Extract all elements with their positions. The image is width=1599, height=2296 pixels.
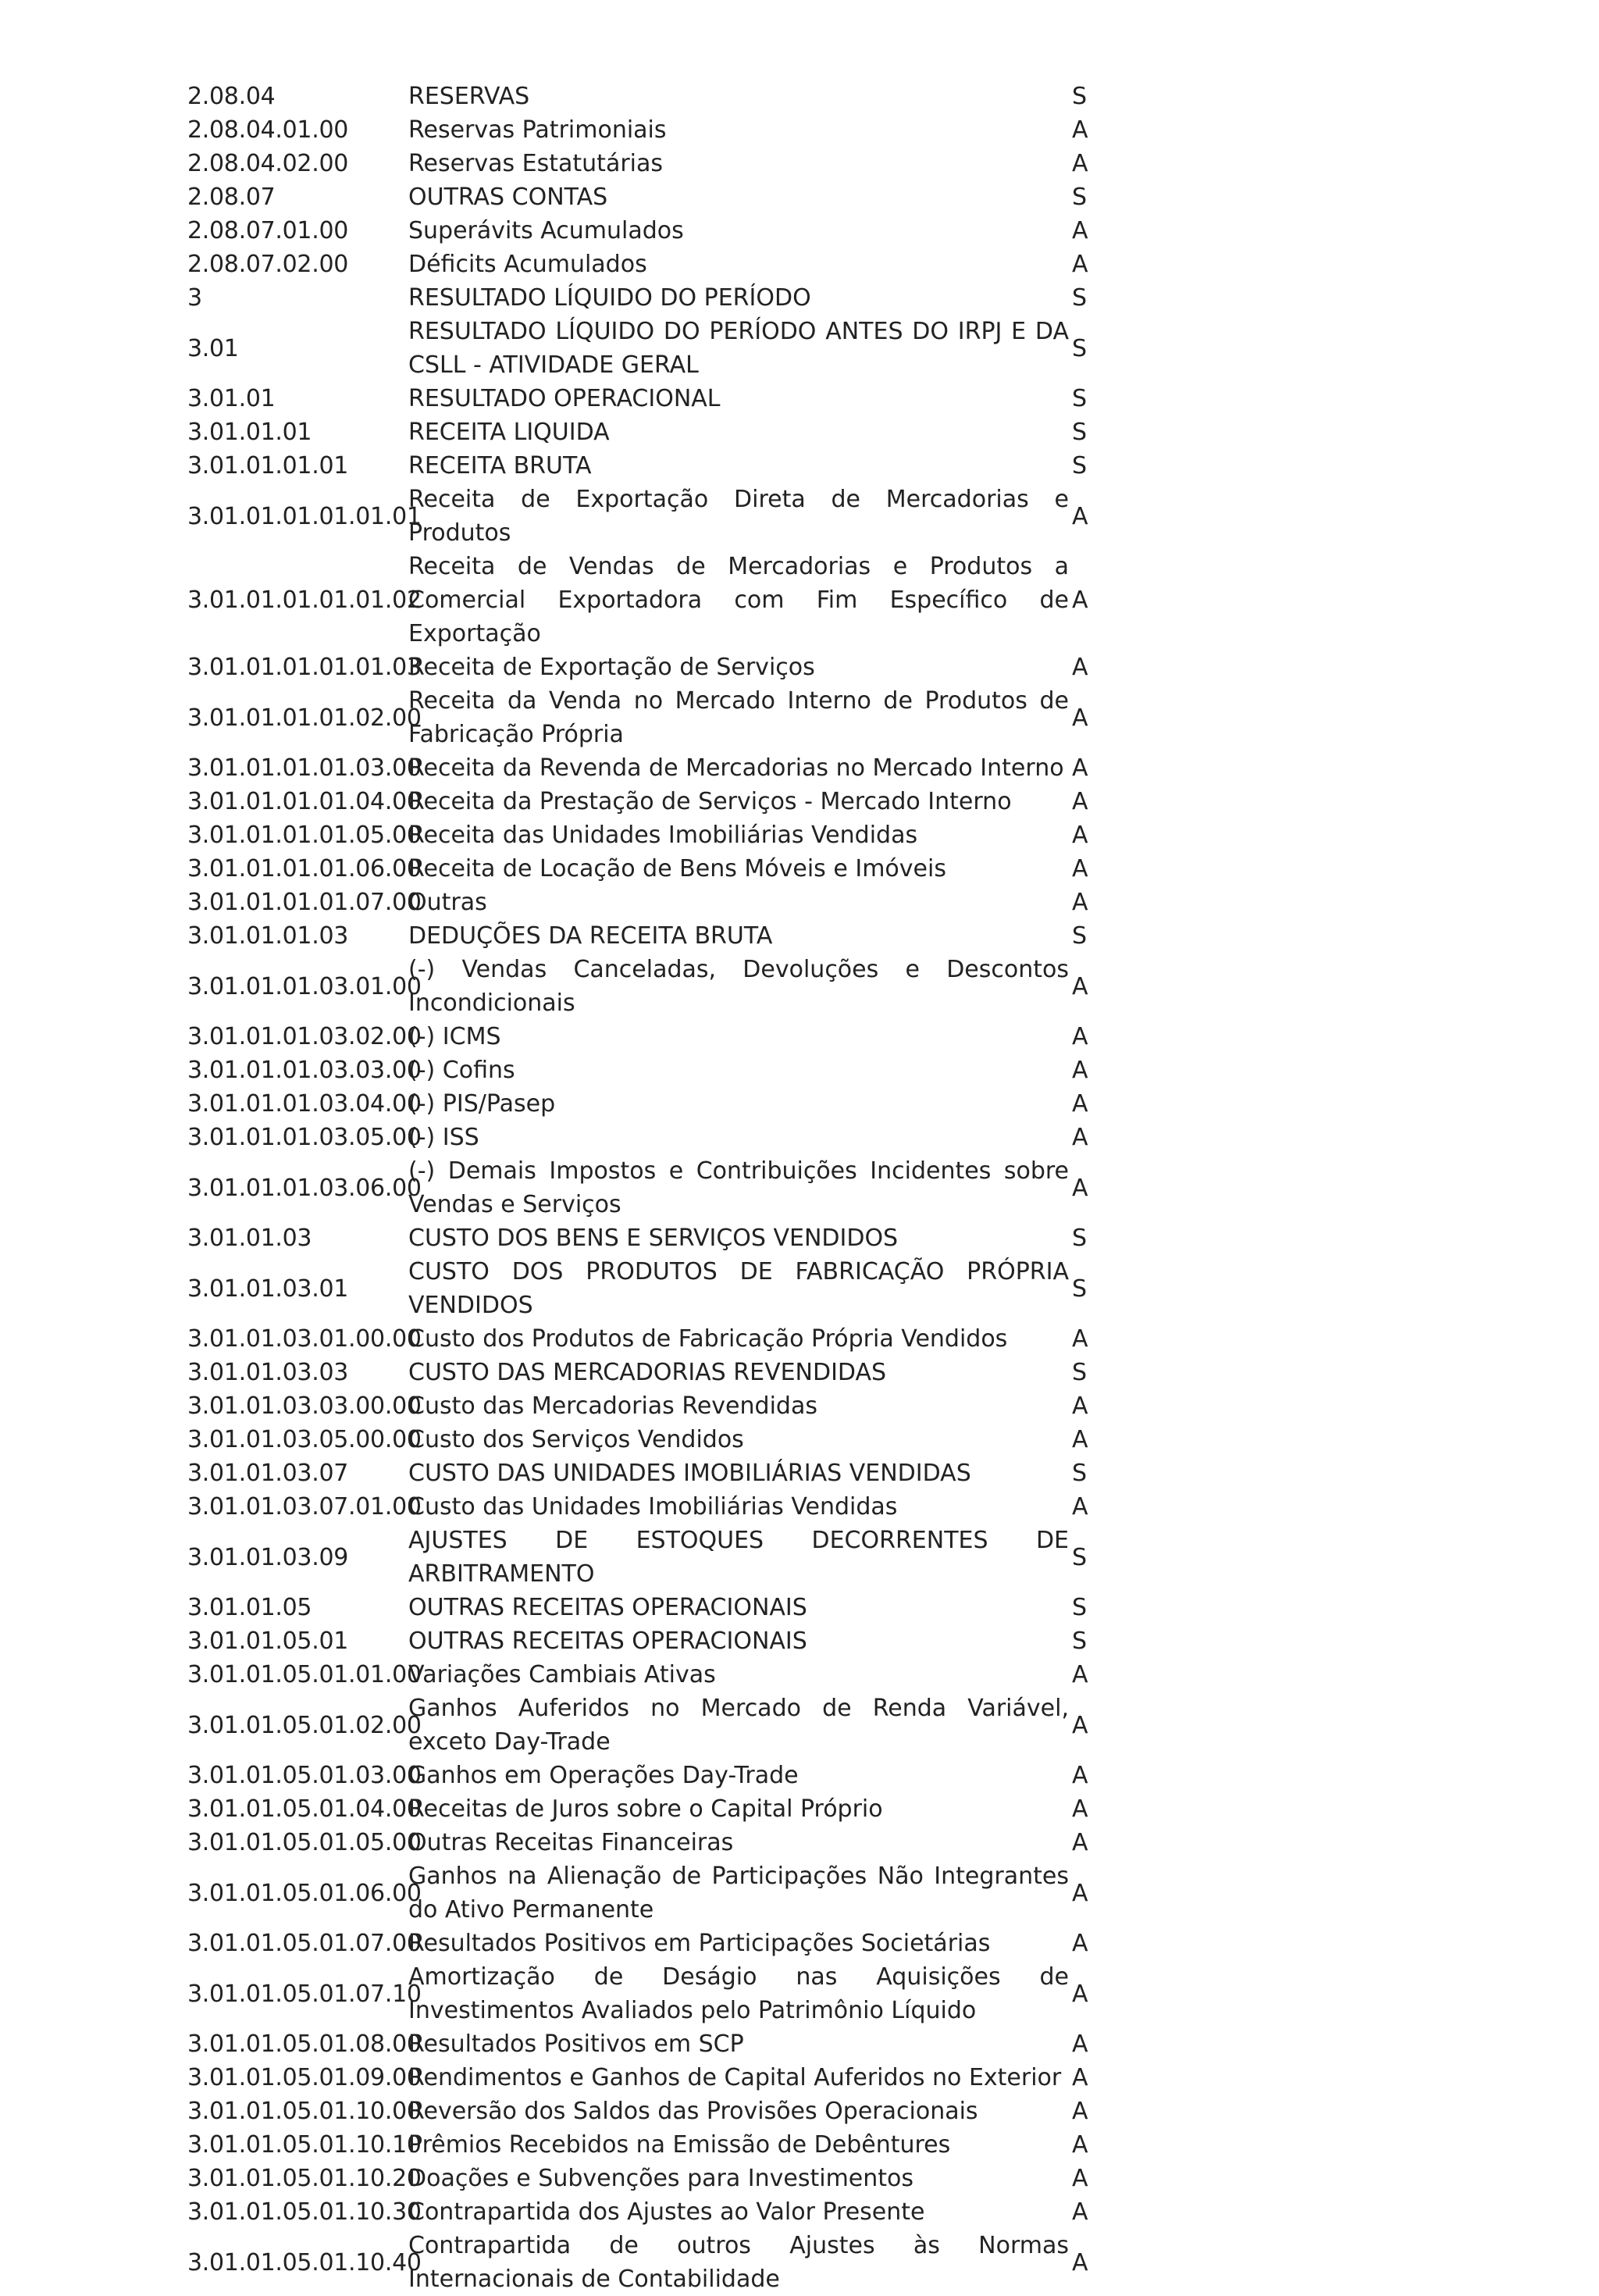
table-row bbox=[187, 1456, 1085, 1490]
account-type: A bbox=[1072, 1930, 1088, 1957]
table-row bbox=[187, 2128, 1085, 2162]
account-code: 3.01.01.05.01.01.00 bbox=[187, 1661, 422, 1688]
account-type: A bbox=[1072, 2064, 1088, 2091]
account-code: 3.01.01.05.01.08.00 bbox=[187, 2030, 422, 2058]
account-code: 3.01.01.05.01.03.00 bbox=[187, 1762, 422, 1789]
account-description: Reversão dos Saldos das Provisões Operacionais bbox=[408, 2098, 978, 2125]
account-type: S bbox=[1072, 284, 1088, 312]
account-type: A bbox=[1072, 972, 1088, 1000]
account-type: A bbox=[1072, 1711, 1088, 1739]
account-code: 3.01.01.01.03.04.00 bbox=[187, 1090, 422, 1118]
table-row bbox=[187, 1927, 1085, 1960]
table-row bbox=[187, 147, 1085, 180]
account-code: 3.01.01.05.01 bbox=[187, 1628, 349, 1655]
account-type: A bbox=[1072, 1124, 1088, 1151]
account-type: A bbox=[1072, 889, 1088, 916]
account-code: 3.01.01.05.01.10.40 bbox=[187, 2248, 422, 2276]
table-row bbox=[187, 113, 1085, 147]
account-type: A bbox=[1072, 1493, 1088, 1521]
account-description: Ganhos em Operações Day-Trade bbox=[408, 1762, 799, 1789]
account-code: 3.01.01.01.01 bbox=[187, 452, 349, 480]
account-code: 3.01.01.03.09 bbox=[187, 1543, 349, 1571]
account-code: 3 bbox=[187, 284, 202, 312]
table-row bbox=[187, 818, 1085, 852]
account-code: 3.01.01.03 bbox=[187, 1225, 312, 1252]
account-description: Receita das Unidades Imobiliárias Vendidas bbox=[408, 822, 918, 849]
account-type: A bbox=[1072, 1057, 1088, 1084]
table-row bbox=[187, 785, 1085, 818]
account-type: S bbox=[1072, 334, 1088, 362]
table-row bbox=[187, 1591, 1085, 1624]
account-code: 2.08.04.02.00 bbox=[187, 150, 349, 177]
account-code: 3.01.01.03.01 bbox=[187, 1275, 349, 1303]
table-row bbox=[187, 1524, 1085, 1591]
account-description: Superávits Acumulados bbox=[408, 217, 684, 244]
account-description: Déficits Acumulados bbox=[408, 251, 647, 278]
account-description: CUSTO DOS BENS E SERVIÇOS VENDIDOS bbox=[408, 1225, 899, 1252]
account-type: A bbox=[1072, 754, 1088, 782]
account-type: A bbox=[1072, 654, 1088, 681]
account-description: Variações Cambiais Ativas bbox=[408, 1661, 716, 1688]
table-row bbox=[187, 1423, 1085, 1456]
account-code: 3.01.01.05.01.04.00 bbox=[187, 1795, 422, 1823]
account-type: A bbox=[1072, 2198, 1088, 2226]
table-row bbox=[187, 1490, 1085, 1524]
account-code: 2.08.04 bbox=[187, 83, 276, 110]
account-description: CUSTO DOS PRODUTOS DE FABRICAÇÃO PRÓPRIA VENDIDOS bbox=[408, 1258, 1069, 1319]
table-row bbox=[187, 214, 1085, 248]
account-description: (-) ISS bbox=[408, 1124, 479, 1151]
account-code: 3.01.01.03.07.01.00 bbox=[187, 1493, 422, 1521]
account-type: A bbox=[1072, 1762, 1088, 1789]
chart-of-accounts-table bbox=[187, 80, 1088, 2296]
table-row bbox=[187, 483, 1085, 550]
account-code: 3.01.01.01.01.05.00 bbox=[187, 822, 422, 849]
account-description: CUSTO DAS MERCADORIAS REVENDIDAS bbox=[408, 1359, 887, 1386]
account-description: Contrapartida de outros Ajustes às Normas Internacionais de Contabilidade bbox=[408, 2232, 1069, 2293]
account-code: 3.01.01.05.01.06.00 bbox=[187, 1879, 422, 1907]
account-type: A bbox=[1072, 1795, 1088, 1823]
table-row bbox=[187, 751, 1085, 785]
account-type: A bbox=[1072, 2165, 1088, 2192]
account-code: 3.01.01.01.03.06.00 bbox=[187, 1174, 422, 1202]
table-row bbox=[187, 1624, 1085, 1658]
account-type: A bbox=[1072, 1023, 1088, 1050]
account-description: Receita da Venda no Mercado Interno de Produtos de Fabricação Própria bbox=[408, 687, 1069, 748]
account-description: Amortização de Deságio nas Aquisições de Investimentos Avaliados pelo Patrimônio Líquido bbox=[408, 1963, 1069, 2024]
account-type: A bbox=[1072, 1090, 1088, 1118]
account-code: 3.01.01.01.03.02.00 bbox=[187, 1023, 422, 1050]
table-row bbox=[187, 2195, 1085, 2229]
account-description: Receita da Prestação de Serviços - Mercado Interno bbox=[408, 788, 1012, 815]
table-row bbox=[187, 2095, 1085, 2128]
table-row bbox=[187, 1221, 1085, 1255]
account-description: OUTRAS RECEITAS OPERACIONAIS bbox=[408, 1628, 807, 1655]
account-type: S bbox=[1072, 1359, 1088, 1386]
account-type: A bbox=[1072, 1426, 1088, 1453]
account-description: Doações e Subvenções para Investimentos bbox=[408, 2165, 914, 2192]
table-row bbox=[187, 1792, 1085, 1826]
account-code: 3.01.01.05.01.02.00 bbox=[187, 1711, 422, 1739]
account-type: A bbox=[1072, 788, 1088, 815]
table-row bbox=[187, 1759, 1085, 1792]
account-type: A bbox=[1072, 1174, 1088, 1202]
account-code: 3.01.01.01.03.03.00 bbox=[187, 1057, 422, 1084]
account-type: S bbox=[1072, 922, 1088, 950]
table-row bbox=[187, 2027, 1085, 2061]
account-code: 2.08.07.01.00 bbox=[187, 217, 349, 244]
table-row bbox=[187, 1389, 1085, 1423]
table-row bbox=[187, 1692, 1085, 1759]
table-row bbox=[187, 1859, 1085, 1927]
table-row bbox=[187, 2162, 1085, 2195]
account-code: 2.08.04.01.00 bbox=[187, 116, 349, 144]
account-type: A bbox=[1072, 1980, 1088, 2008]
table-row bbox=[187, 382, 1085, 415]
accounts-table-body bbox=[187, 80, 1088, 2296]
table-row bbox=[187, 80, 1085, 113]
account-code: 3.01.01.01.03.05.00 bbox=[187, 1124, 422, 1151]
account-description: Prêmios Recebidos na Emissão de Debêntures bbox=[408, 2131, 951, 2159]
account-description: Contrapartida dos Ajustes ao Valor Presente bbox=[408, 2198, 925, 2226]
account-description: Rendimentos e Ganhos de Capital Auferidos no Exterior bbox=[408, 2064, 1062, 2091]
account-code: 3.01.01.01 bbox=[187, 419, 312, 446]
account-code: 3.01.01.01.01.06.00 bbox=[187, 855, 422, 882]
account-description: Receita de Locação de Bens Móveis e Imóveis bbox=[408, 855, 946, 882]
account-description: Outras bbox=[408, 889, 487, 916]
account-description: (-) PIS/Pasep bbox=[408, 1090, 556, 1118]
account-description: CUSTO DAS UNIDADES IMOBILIÁRIAS VENDIDAS bbox=[408, 1460, 971, 1487]
account-code: 3.01.01.01.03 bbox=[187, 922, 349, 950]
account-code: 3.01.01.01.01.01.02 bbox=[187, 586, 422, 614]
account-type: A bbox=[1072, 2098, 1088, 2125]
table-row bbox=[187, 449, 1085, 483]
table-row bbox=[187, 1020, 1085, 1054]
account-code: 3.01.01.05.01.09.00 bbox=[187, 2064, 422, 2091]
account-type: A bbox=[1072, 150, 1088, 177]
account-type: S bbox=[1072, 419, 1088, 446]
account-type: A bbox=[1072, 502, 1088, 530]
account-description: Resultados Positivos em Participações Societárias bbox=[408, 1930, 991, 1957]
table-row bbox=[187, 1121, 1085, 1154]
table-row bbox=[187, 1154, 1085, 1221]
account-description: RESULTADO OPERACIONAL bbox=[408, 385, 721, 412]
table-row bbox=[187, 180, 1085, 214]
account-code: 3.01.01.03.07 bbox=[187, 1460, 349, 1487]
account-code: 3.01.01.01.01.01.03 bbox=[187, 654, 422, 681]
account-description: Receita de Exportação Direta de Mercadorias e Produtos bbox=[408, 486, 1069, 547]
table-row bbox=[187, 2061, 1085, 2095]
account-type: A bbox=[1072, 217, 1088, 244]
account-description: DEDUÇÕES DA RECEITA BRUTA bbox=[408, 922, 773, 950]
account-type: A bbox=[1072, 116, 1088, 144]
account-description: Receita de Exportação de Serviços bbox=[408, 654, 815, 681]
account-description: AJUSTES DE ESTOQUES DECORRENTES DE ARBITRAMENTO bbox=[408, 1527, 1069, 1588]
account-code: 3.01.01.05.01.10.10 bbox=[187, 2131, 422, 2159]
document-page bbox=[187, 80, 1088, 2296]
table-row bbox=[187, 1826, 1085, 1859]
account-code: 3.01.01.05.01.10.00 bbox=[187, 2098, 422, 2125]
table-row bbox=[187, 1255, 1085, 1322]
account-code: 3.01.01.01.01.04.00 bbox=[187, 788, 422, 815]
account-code: 3.01.01.03.03 bbox=[187, 1359, 349, 1386]
account-code: 3.01.01.01.01.01.01 bbox=[187, 502, 422, 530]
account-code: 3.01.01.01.03.01.00 bbox=[187, 972, 422, 1000]
account-description: Receitas de Juros sobre o Capital Próprio bbox=[408, 1795, 883, 1823]
account-type: S bbox=[1072, 1628, 1088, 1655]
account-type: S bbox=[1072, 452, 1088, 480]
account-description: (-) Cofins bbox=[408, 1057, 515, 1084]
account-type: S bbox=[1072, 184, 1088, 211]
account-type: S bbox=[1072, 1225, 1088, 1252]
table-row bbox=[187, 1322, 1085, 1356]
account-description: Resultados Positivos em SCP bbox=[408, 2030, 744, 2058]
account-description: Custo das Unidades Imobiliárias Vendidas bbox=[408, 1493, 898, 1521]
account-description: OUTRAS RECEITAS OPERACIONAIS bbox=[408, 1594, 807, 1621]
table-row bbox=[187, 651, 1085, 684]
account-type: A bbox=[1072, 2248, 1088, 2276]
account-type: A bbox=[1072, 704, 1088, 732]
account-code: 3.01.01 bbox=[187, 385, 276, 412]
account-type: A bbox=[1072, 1829, 1088, 1856]
account-description: Custo dos Produtos de Fabricação Própria Vendidos bbox=[408, 1325, 1008, 1353]
account-code: 3.01.01.05.01.05.00 bbox=[187, 1829, 422, 1856]
account-description: OUTRAS CONTAS bbox=[408, 184, 608, 211]
table-row bbox=[187, 886, 1085, 919]
account-description: Reservas Patrimoniais bbox=[408, 116, 667, 144]
account-code: 3.01.01.05.01.07.10 bbox=[187, 1980, 422, 2008]
table-row bbox=[187, 1960, 1085, 2027]
account-type: A bbox=[1072, 2131, 1088, 2159]
account-code: 3.01.01.03.03.00.00 bbox=[187, 1392, 422, 1420]
account-code: 3.01.01.01.01.07.00 bbox=[187, 889, 422, 916]
account-type: A bbox=[1072, 822, 1088, 849]
account-code: 3.01 bbox=[187, 334, 239, 362]
table-row bbox=[187, 919, 1085, 953]
account-description: RESULTADO LÍQUIDO DO PERÍODO ANTES DO IRPJ E DA CSLL - ATIVIDADE GERAL bbox=[408, 318, 1069, 379]
account-code: 3.01.01.01.01.03.00 bbox=[187, 754, 422, 782]
account-description: Outras Receitas Financeiras bbox=[408, 1829, 734, 1856]
account-type: A bbox=[1072, 251, 1088, 278]
account-description: Reservas Estatutárias bbox=[408, 150, 664, 177]
table-row bbox=[187, 415, 1085, 449]
account-code: 3.01.01.05.01.07.00 bbox=[187, 1930, 422, 1957]
account-description: Custo das Mercadorias Revendidas bbox=[408, 1392, 817, 1420]
table-row bbox=[187, 1054, 1085, 1087]
table-row bbox=[187, 1658, 1085, 1692]
account-description: (-) Vendas Canceladas, Devoluções e Descontos Incondicionais bbox=[408, 956, 1069, 1017]
account-type: S bbox=[1072, 385, 1088, 412]
table-row bbox=[187, 852, 1085, 886]
account-description: RECEITA BRUTA bbox=[408, 452, 592, 480]
account-code: 3.01.01.03.05.00.00 bbox=[187, 1426, 422, 1453]
account-code: 3.01.01.03.01.00.00 bbox=[187, 1325, 422, 1353]
account-code: 3.01.01.05 bbox=[187, 1594, 312, 1621]
account-type: S bbox=[1072, 1460, 1088, 1487]
account-code: 3.01.01.05.01.10.20 bbox=[187, 2165, 422, 2192]
account-type: A bbox=[1072, 1879, 1088, 1907]
account-code: 2.08.07 bbox=[187, 184, 276, 211]
account-description: (-) ICMS bbox=[408, 1023, 501, 1050]
table-row bbox=[187, 2229, 1085, 2296]
account-description: Custo dos Serviços Vendidos bbox=[408, 1426, 744, 1453]
table-row bbox=[187, 953, 1085, 1020]
account-code: 3.01.01.01.01.02.00 bbox=[187, 704, 422, 732]
account-code: 2.08.07.02.00 bbox=[187, 251, 349, 278]
account-description: Ganhos na Alienação de Participações Não Integrantes do Ativo Permanente bbox=[408, 1863, 1069, 1923]
account-type: S bbox=[1072, 1594, 1088, 1621]
account-description: RESULTADO LÍQUIDO DO PERÍODO bbox=[408, 284, 811, 312]
table-row bbox=[187, 550, 1085, 651]
table-row bbox=[187, 315, 1085, 382]
account-description: RECEITA LIQUIDA bbox=[408, 419, 610, 446]
account-description: RESERVAS bbox=[408, 83, 530, 110]
account-type: S bbox=[1072, 83, 1088, 110]
account-type: A bbox=[1072, 2030, 1088, 2058]
account-code: 3.01.01.05.01.10.30 bbox=[187, 2198, 422, 2226]
account-type: S bbox=[1072, 1543, 1088, 1571]
account-type: A bbox=[1072, 1392, 1088, 1420]
table-row bbox=[187, 248, 1085, 281]
account-type: S bbox=[1072, 1275, 1088, 1303]
account-description: Receita da Revenda de Mercadorias no Mercado Interno bbox=[408, 754, 1064, 782]
account-type: A bbox=[1072, 1661, 1088, 1688]
account-description: Ganhos Auferidos no Mercado de Renda Variável, exceto Day-Trade bbox=[408, 1695, 1069, 1756]
table-row bbox=[187, 1356, 1085, 1389]
table-row bbox=[187, 684, 1085, 751]
account-type: A bbox=[1072, 855, 1088, 882]
account-type: A bbox=[1072, 586, 1088, 614]
table-row bbox=[187, 281, 1085, 315]
account-description: (-) Demais Impostos e Contribuições Incidentes sobre Vendas e Serviços bbox=[408, 1157, 1069, 1218]
table-row bbox=[187, 1087, 1085, 1121]
account-description: Receita de Vendas de Mercadorias e Produtos a Comercial Exportadora com Fim Específico de Exportação bbox=[408, 553, 1069, 647]
account-type: A bbox=[1072, 1325, 1088, 1353]
